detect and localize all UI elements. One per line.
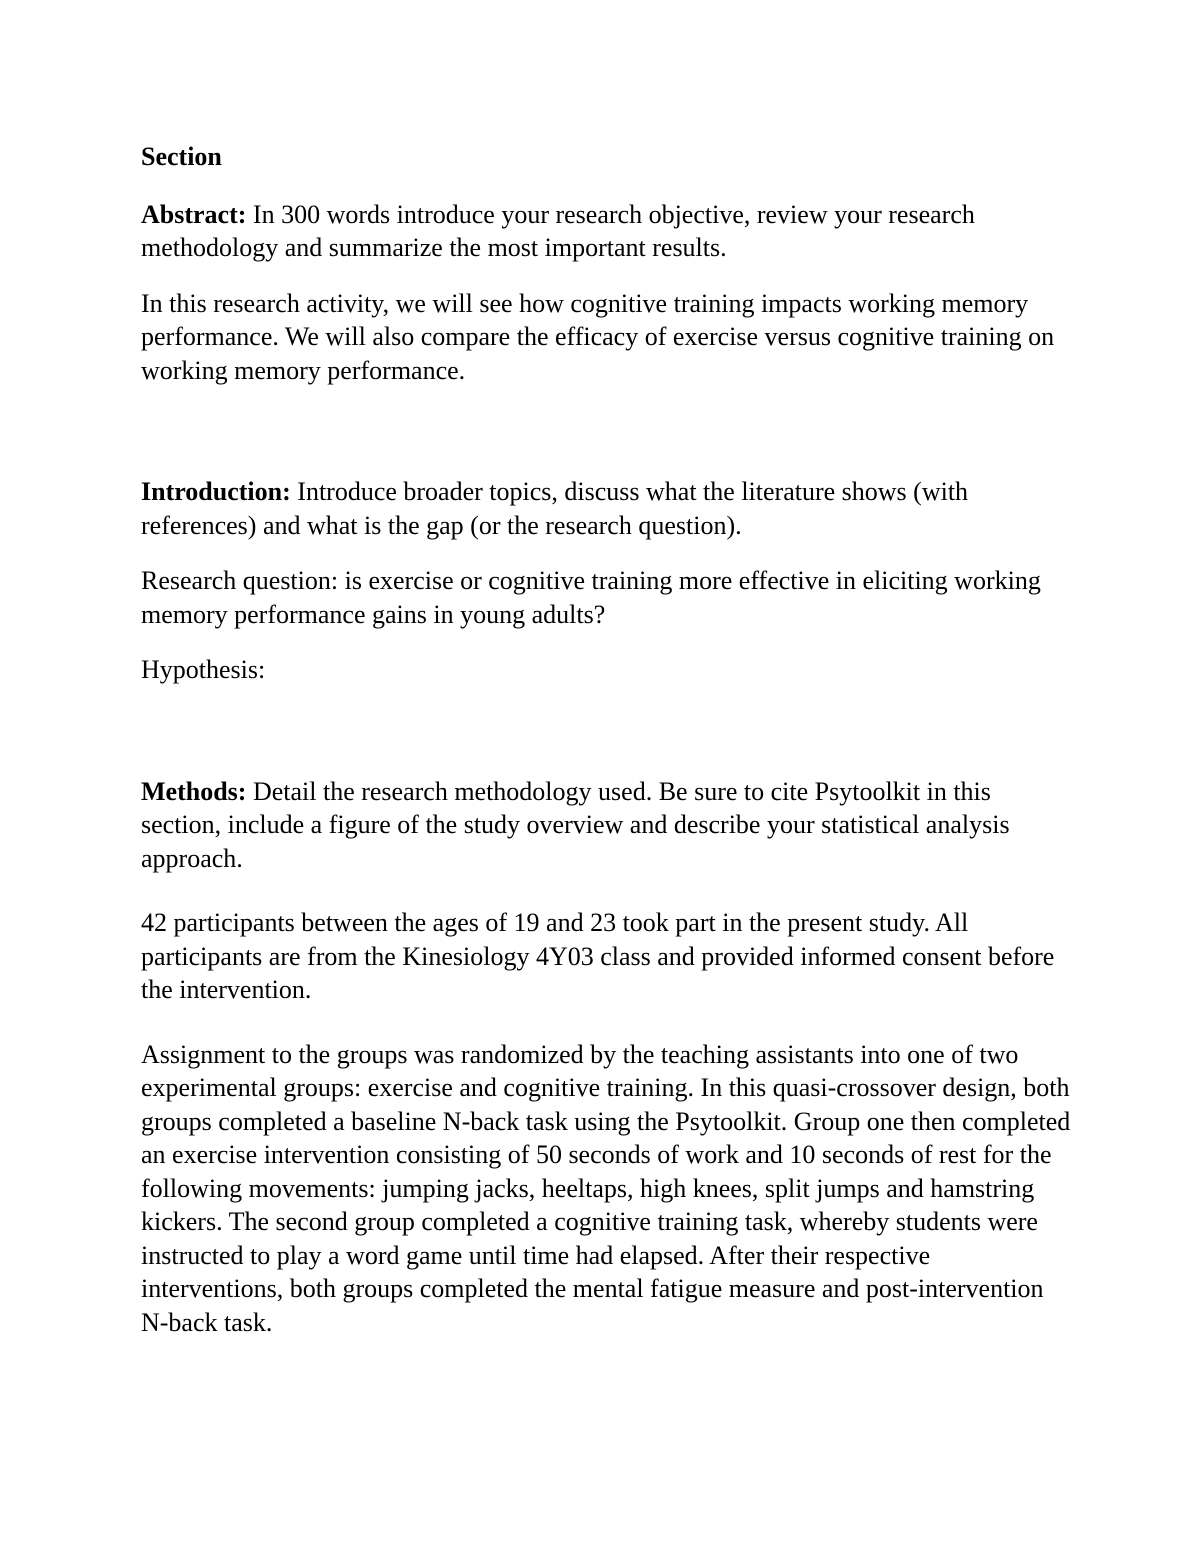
abstract-body: In this research activity, we will see how cognitive training impacts working memory performance. We will also compare the efficacy of exercise versus cognitive training on working memory performance. <box>141 288 1055 385</box>
abstract-prompt-paragraph <box>141 198 1071 265</box>
abstract-label: Abstract: <box>141 199 247 229</box>
document-body <box>141 140 1071 1361</box>
introduction-label: Introduction: <box>141 477 291 506</box>
methods-procedure: Assignment to the groups was randomized by the teaching assistants into one of two experimental groups: exercise and cognitive training. In this quasi-crossover design, both groups completed a baseline N-back task using the Psytoolkit. Group one then completed an exercise intervention consisting of 50 seconds of work and 10 seconds of rest for the following movements: jumping jacks, heeltaps, high knees, split jumps and hamstring kickers. The second group completed a cognitive training task, whereby students were instructed to play a word game until time had elapsed. After their respective interventions, both groups completed the mental fatigue measure and post-intervention N-back task. <box>141 1039 1071 1337</box>
methods-label: Methods: <box>141 776 247 806</box>
methods-participants: 42 participants between the ages of 19 and 23 took part in the present study. All participants are from the Kinesiology 4Y03 class and provided informed consent before the intervention. <box>141 908 1055 1004</box>
methods-prompt: Detail the research methodology used. Be sure to cite Psytoolkit in this section, include a figure of the study overview and describe your statistical analysis approach. <box>141 776 1010 873</box>
methods-prompt-paragraph <box>141 775 1071 876</box>
introduction-prompt: Introduce broader topics, discuss what the literature shows (with references) and what is the gap (or the research question). <box>141 477 969 540</box>
abstract-prompt: In 300 words introduce your research objective, review your research methodology and summarize the most important results. <box>141 199 975 262</box>
research-question: Research question: is exercise or cognitive training more effective in eliciting working memory performance gains in young adults? <box>141 566 1041 629</box>
hypothesis: Hypothesis: <box>141 655 266 684</box>
introduction-prompt-paragraph <box>141 475 1071 542</box>
section-heading: Section <box>141 142 222 171</box>
